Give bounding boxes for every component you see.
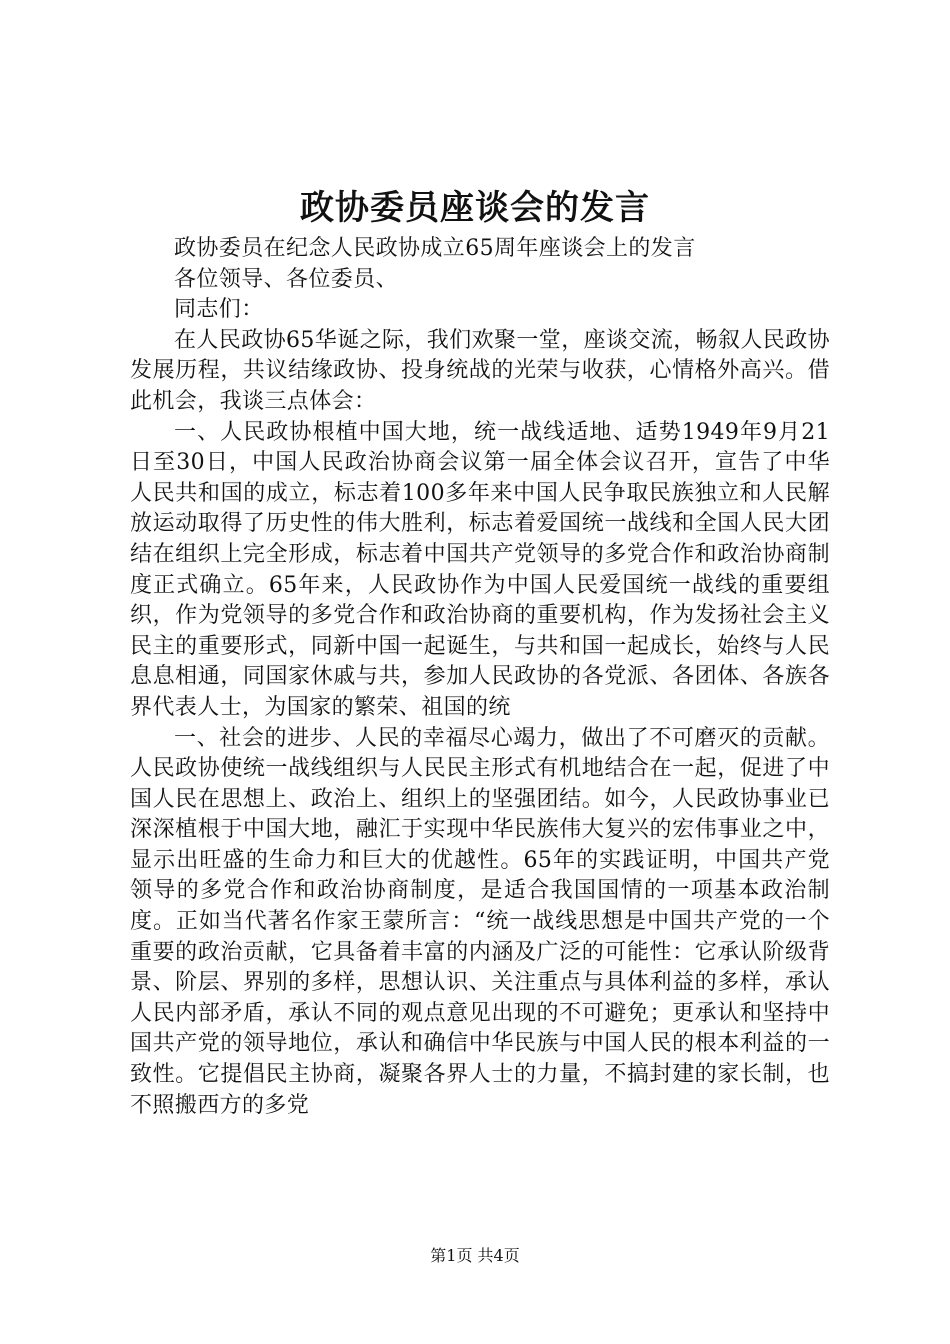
salutation-paragraph: 同志们： [174, 297, 264, 323]
page-footer: 第1页 共4页 [430, 1246, 520, 1265]
document-body [130, 234, 830, 1121]
salutation-paragraph: 各位领导、各位委员、 [174, 266, 399, 292]
body-paragraph: 在人民政协65华诞之际，我们欢聚一堂，座谈交流，畅叙人民政协发展历程，共议结缘政协、投身统战的光荣与收获，心情格外高兴。借此机会，我谈三点体会： [130, 327, 830, 414]
body-paragraph: 一、社会的进步、人民的幸福尽心竭力，做出了不可磨灭的贡献。人民政协使统一战线组织与人民民主形式有机地结合在一起，促进了中国人民在思想上、政治上、组织上的坚强团结。如今，人民政协事业已深深植根于中国大地，融汇于实现中华民族伟大复兴的宏伟事业之中，显示出旺盛的生命力和巨大的优越性。65年的实践证明，中国共产党领导的多党合作和政治协商制度，是适合我国国情的一项基本政治制度。正如当代著名作家王蒙所言：“统一战线思想是中国共产党的一个重要的政治贡献，它具备着丰富的内涵及广泛的可能性：它承认阶级背景、阶层、界别的多样，思想认识、关注重点与具体利益的多样，承认人民内部矛盾，承认不同的观点意见出现的不可避免；更承认和坚持中国共产党的领导地位，承认和确信中华民族与中国人民的根本利益的一致性。它提倡民主协商，凝聚各界人士的力量，不搞封建的家长制，也不照搬西方的多党 [130, 725, 830, 1118]
page-title: 政协委员座谈会的发言 [300, 188, 650, 228]
subtitle-paragraph: 政协委员在纪念人民政协成立65周年座谈会上的发言 [174, 236, 696, 261]
body-paragraph: 一、人民政协根植中国大地，统一战线适地、适势1949年9月21日至30日，中国人民政治协商会议第一届全体会议召开，宣告了中华人民共和国的成立，标志着100多年来中国人民争取民族独立和人民解放运动取得了历史性的伟大胜利，标志着爱国统一战线和全国人民大团结在组织上完全形成，标志着中国共产党领导的多党合作和政治协商制度正式确立。65年来，人民政协作为中国人民爱国统一战线的重要组织，作为党领导的多党合作和政治协商的重要机构，作为发扬社会主义民主的重要形式，同新中国一起诞生，与共和国一起成长，始终与人民息息相通，同国家休戚与共，参加人民政协的各党派、各团体、各族各界代表人士，为国家的繁荣、祖国的统 [130, 419, 830, 720]
